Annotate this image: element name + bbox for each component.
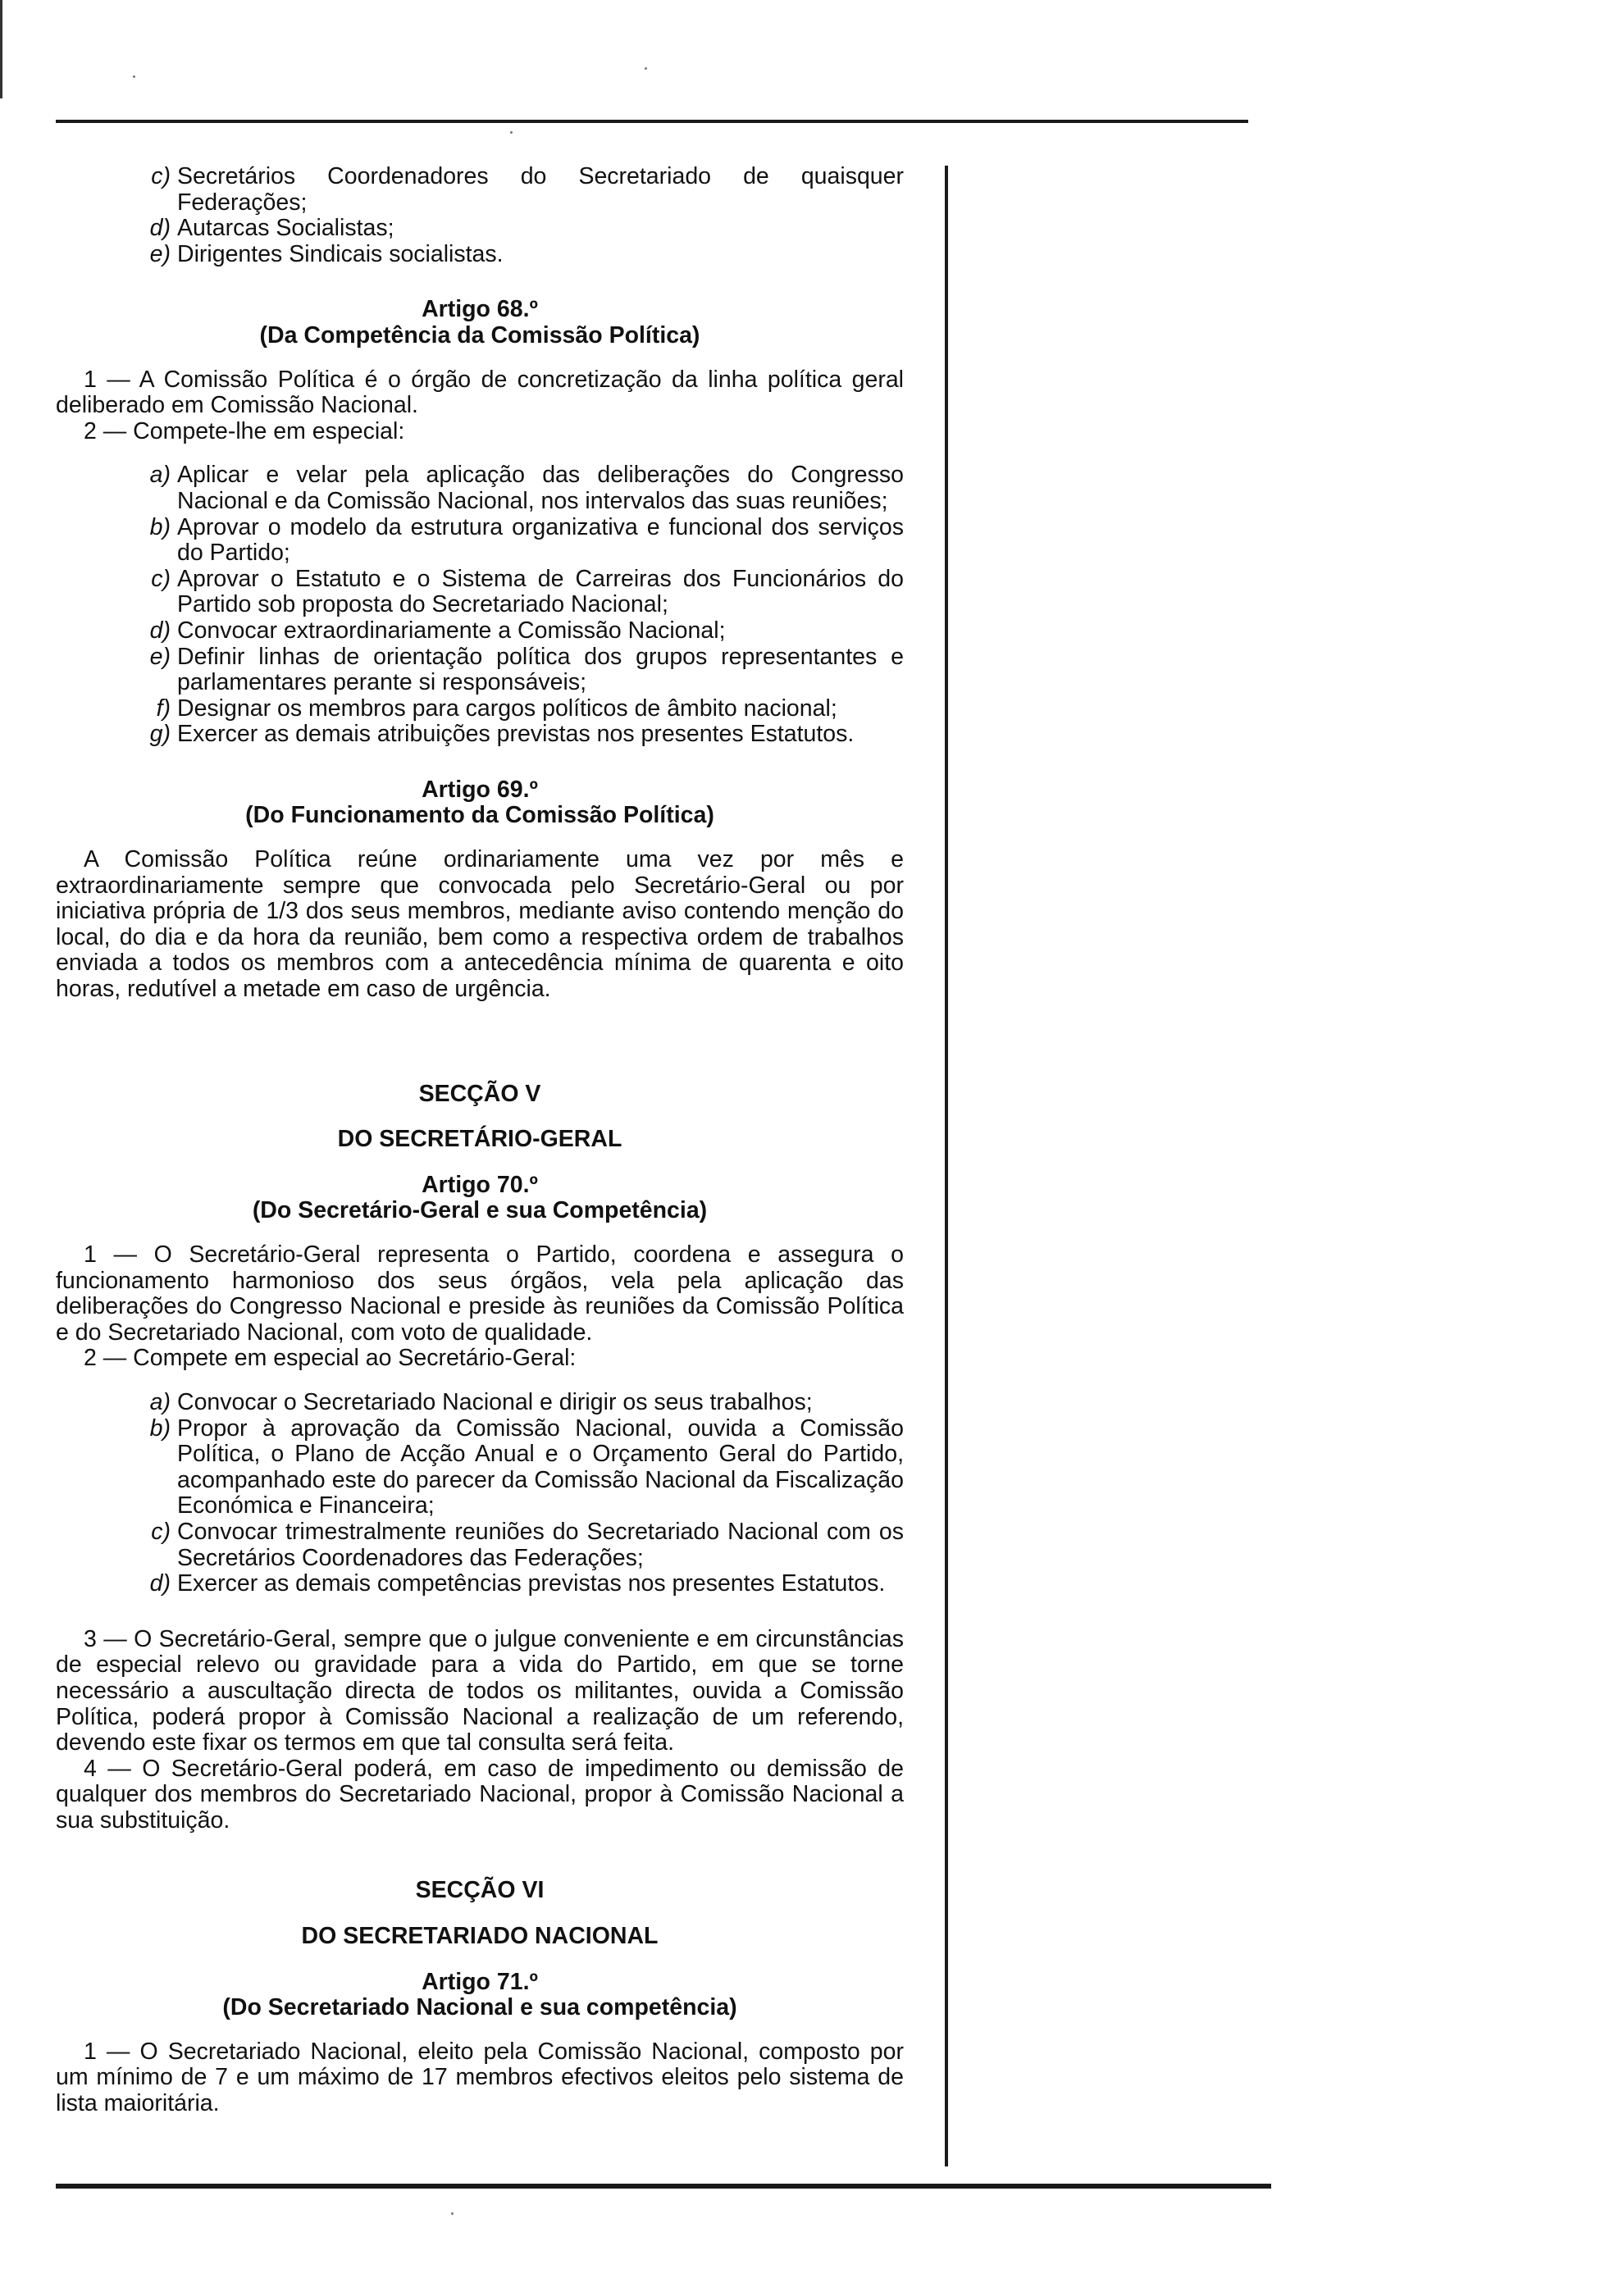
item-text: Convocar trimestralmente reuniões do Secretariado Nacional com os Secretários Coordenadores das Federações; bbox=[177, 1518, 904, 1571]
item-letter: f) bbox=[156, 695, 171, 722]
section-5-label: SECÇÃO V bbox=[418, 1080, 541, 1107]
list-item bbox=[56, 567, 904, 618]
document-column bbox=[56, 164, 904, 2117]
item-letter: a) bbox=[149, 462, 171, 489]
article-70-paragraph-2: 2 — Compete em especial ao Secretário-Geral: bbox=[84, 1345, 577, 1372]
section-5-title: DO SECRETÁRIO-GERAL bbox=[337, 1126, 622, 1153]
article-71-paragraph-1: 1 — O Secretariado Nacional, eleito pela Comissão Nacional, composto por um mínimo de 7 e um máximo de 17 membros efectivos eleitos pelo sistema de lista maioritária. bbox=[56, 2038, 904, 2117]
scan-left-edge-mark bbox=[0, 0, 2, 98]
article-68-paragraph-1: 1 — A Comissão Política é o órgão de concretização da linha política geral deliberado em Comissão Nacional. bbox=[56, 366, 904, 419]
article-71-title: (Do Secretariado Nacional e sua competência) bbox=[222, 1994, 737, 2021]
article-68-number: Artigo 68.º bbox=[422, 296, 538, 323]
list-item bbox=[56, 216, 904, 242]
list-item bbox=[56, 722, 904, 748]
item-letter: c) bbox=[151, 1518, 171, 1545]
item-text: Exercer as demais atribuições previstas nos presentes Estatutos. bbox=[177, 721, 855, 748]
item-letter: d) bbox=[149, 617, 171, 644]
article-70-title: (Do Secretário-Geral e sua Competência) bbox=[252, 1197, 708, 1224]
list-item bbox=[56, 1390, 904, 1416]
item-letter: e) bbox=[149, 240, 171, 267]
list-item bbox=[56, 164, 904, 216]
list-item bbox=[56, 1416, 904, 1519]
section-6-label: SECÇÃO VI bbox=[415, 1877, 545, 1904]
top-rule bbox=[56, 120, 1248, 123]
item-text: Aprovar o Estatuto e o Sistema de Carreiras dos Funcionários do Partido sob proposta do Secretariado Nacional; bbox=[177, 565, 904, 618]
item-text: Definir linhas de orientação política dos grupos representantes e parlamentares perante si responsáveis; bbox=[177, 643, 904, 696]
list-item bbox=[56, 618, 904, 645]
item-text: Aplicar e velar pela aplicação das deliberações do Congresso Nacional e da Comissão Nacional, nos intervalos das suas reuniões; bbox=[177, 462, 904, 514]
item-text: Autarcas Socialistas; bbox=[177, 215, 394, 242]
article-69-number: Artigo 69.º bbox=[422, 776, 538, 803]
list-item bbox=[56, 462, 904, 514]
scan-speck bbox=[645, 67, 647, 70]
list-item bbox=[56, 242, 904, 268]
article-69-title: (Do Funcionamento da Comissão Política) bbox=[245, 802, 714, 829]
list-item bbox=[56, 1519, 904, 1571]
scan-speck bbox=[510, 131, 513, 134]
scan-speck bbox=[133, 75, 135, 78]
item-text: Propor à aprovação da Comissão Nacional, ouvida a Comissão Política, o Plano de Acção Anual e o Orçamento Geral do Partido, acompanhado este do parecer da Comissão Nacional da Fiscalização Económica e Financeira; bbox=[177, 1414, 904, 1519]
bottom-rule bbox=[56, 2184, 1271, 2189]
item-text: Aprovar o modelo da estrutura organizativa e funcional dos serviços do Partido; bbox=[177, 513, 904, 567]
item-letter: a) bbox=[149, 1388, 171, 1415]
top-list bbox=[56, 164, 904, 267]
item-text: Dirigentes Sindicais socialistas. bbox=[177, 240, 504, 267]
article-70-paragraph-1: 1 — O Secretário-Geral representa o Partido, coordena e assegura o funcionamento harmonioso dos seus órgãos, vela pela aplicação das deliberações do Congresso Nacional e preside às reuniões da Comissão Política e do Secretariado Nacional, com voto de qualidade. bbox=[56, 1241, 904, 1346]
item-letter: e) bbox=[149, 643, 171, 670]
scan-speck bbox=[451, 2212, 454, 2215]
item-letter: g) bbox=[149, 721, 171, 748]
section-6-title: DO SECRETARIADO NACIONAL bbox=[301, 1923, 659, 1950]
item-text: Secretários Coordenadores do Secretariado de quaisquer Federações; bbox=[177, 163, 904, 216]
item-letter: c) bbox=[151, 163, 171, 189]
article-70-number: Artigo 70.º bbox=[422, 1171, 538, 1198]
item-letter: b) bbox=[149, 513, 171, 540]
item-letter: b) bbox=[149, 1414, 171, 1442]
item-letter: c) bbox=[151, 565, 171, 592]
article-71-number: Artigo 71.º bbox=[422, 1968, 538, 1995]
column-divider bbox=[945, 166, 948, 2166]
list-item bbox=[56, 696, 904, 722]
item-text: Designar os membros para cargos políticos de âmbito nacional; bbox=[177, 695, 837, 722]
article-70-paragraph-3: 3 — O Secretário-Geral, sempre que o julgue conveniente e em circunstâncias de especial relevo ou gravidade para a vida do Partido, em que se torne necessário a auscultação directa de todos os militantes, ouvida a Comissão Política, poderá propor à Comissão Nacional a realização de um referendo, devendo este fixar os termos em que tal consulta será feita. bbox=[56, 1625, 904, 1756]
article-70-list bbox=[56, 1390, 904, 1597]
article-70-paragraph-4: 4 — O Secretário-Geral poderá, em caso de impedimento ou demissão de qualquer dos membros do Secretariado Nacional, propor à Comissão Nacional a sua substituição. bbox=[56, 1755, 904, 1834]
item-letter: d) bbox=[149, 215, 171, 242]
list-item bbox=[56, 645, 904, 696]
article-68-title: (Da Competência da Comissão Política) bbox=[259, 321, 700, 348]
article-69-paragraph-1: A Comissão Política reúne ordinariamente uma vez por mês e extraordinariamente sempre que convocada pelo Secretário-Geral ou por iniciativa própria de 1/3 dos seus membros, mediante aviso contendo menção do local, do dia e da hora da reunião, bem como a respectiva ordem de trabalhos enviada a todos os membros com a antecedência mínima de quarenta e oito horas, redutível a metade em caso de urgência. bbox=[56, 846, 904, 1003]
list-item bbox=[56, 515, 904, 567]
item-text: Convocar extraordinariamente a Comissão Nacional; bbox=[177, 617, 726, 644]
item-letter: d) bbox=[149, 1570, 171, 1597]
item-text: Convocar o Secretariado Nacional e dirigir os seus trabalhos; bbox=[177, 1388, 813, 1415]
item-text: Exercer as demais competências previstas nos presentes Estatutos. bbox=[177, 1570, 886, 1597]
list-item bbox=[56, 1571, 904, 1597]
article-68-list bbox=[56, 462, 904, 748]
article-68-paragraph-2: 2 — Compete-lhe em especial: bbox=[84, 417, 405, 444]
